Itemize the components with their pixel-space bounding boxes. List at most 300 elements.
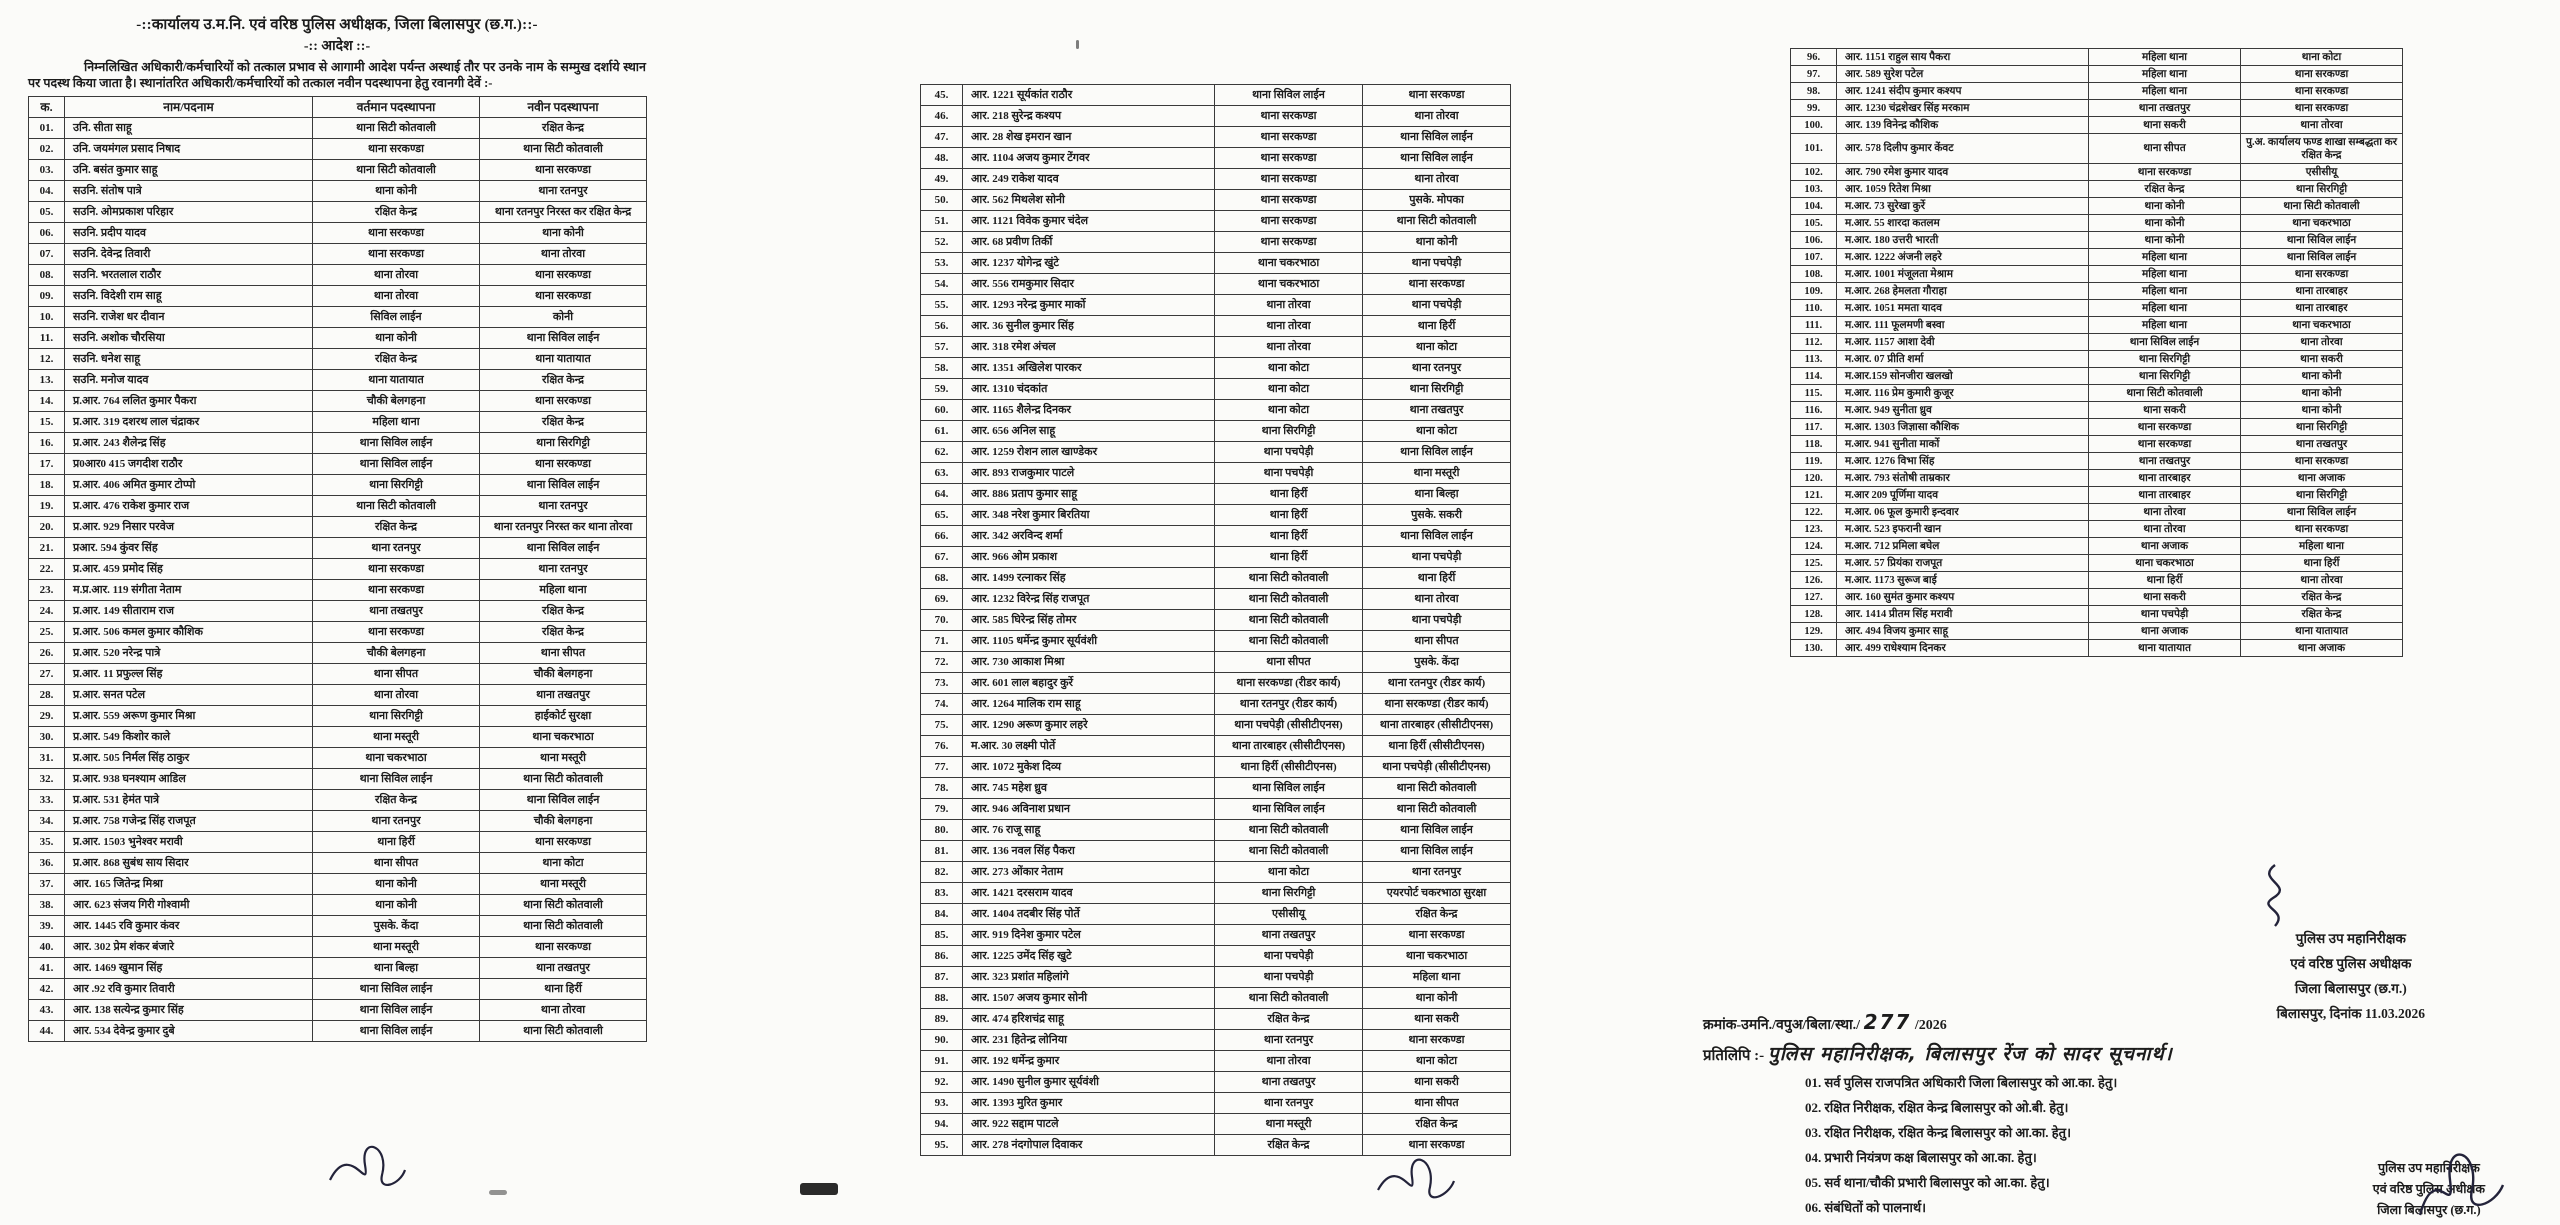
table-cell: प्र.आर. 868 सुबंध साय सिदार bbox=[65, 853, 313, 874]
table-cell: थाना सरकण्डा bbox=[313, 559, 480, 580]
table-cell: थाना रतनपुर bbox=[313, 811, 480, 832]
table-cell: थाना कोटा bbox=[1363, 421, 1511, 442]
table-cell: थाना सिटी कोतवाली bbox=[1363, 799, 1511, 820]
table-cell: प्र.आर. 520 नरेन्द्र पात्रे bbox=[65, 643, 313, 664]
table-row bbox=[29, 181, 647, 202]
table-cell: थाना मस्तूरी bbox=[313, 937, 480, 958]
table-cell: म.आर. 1051 ममता यादव bbox=[1837, 300, 2089, 317]
table-cell: थाना हिर्री bbox=[1215, 505, 1363, 526]
table-row bbox=[921, 295, 1511, 316]
sign-line: पुलिस उप महानिरीक्षक bbox=[2295, 931, 2406, 946]
table-cell: थाना तखतपुर bbox=[1215, 925, 1363, 946]
table-cell: थाना सिटी कोतवाली bbox=[1215, 820, 1363, 841]
table-cell: थाना मस्तूरी bbox=[480, 874, 647, 895]
table-row bbox=[29, 139, 647, 160]
table-cell: 39. bbox=[29, 916, 65, 937]
table-row bbox=[921, 652, 1511, 673]
table-cell: आर. 1490 सुनील कुमार सूर्यवंशी bbox=[963, 1072, 1215, 1093]
table-cell: थाना सरकण्डा (रीडर कार्य) bbox=[1215, 673, 1363, 694]
table-cell: थाना सिविल लाईन bbox=[1215, 85, 1363, 106]
table-cell: 96. bbox=[1791, 49, 1837, 66]
table-row bbox=[921, 631, 1511, 652]
table-cell: 101. bbox=[1791, 134, 1837, 164]
table-cell: थाना कोनी bbox=[313, 181, 480, 202]
table-cell: थाना बिल्हा bbox=[1363, 484, 1511, 505]
page-3 bbox=[1695, 48, 2515, 1225]
table-cell: चौकी बेलगहना bbox=[480, 811, 647, 832]
table-cell: 35. bbox=[29, 832, 65, 853]
table-cell: आर. 1414 प्रीतम सिंह मरावी bbox=[1837, 606, 2089, 623]
table-cell: आर. 1264 मालिक राम साहू bbox=[963, 694, 1215, 715]
table-cell: थाना कोटा bbox=[1215, 358, 1363, 379]
table-cell: थाना सरकण्डा bbox=[2241, 66, 2403, 83]
table-cell: थाना हिर्री bbox=[1363, 316, 1511, 337]
table-cell: थाना कोटा bbox=[1215, 400, 1363, 421]
table-row bbox=[29, 391, 647, 412]
table-cell: आर. 946 अविनाश प्रधान bbox=[963, 799, 1215, 820]
table-cell: थाना सिविल लाईन bbox=[480, 538, 647, 559]
table-cell: थाना सरकण्डा bbox=[2241, 521, 2403, 538]
table-cell: थाना तोरवा bbox=[1215, 1051, 1363, 1072]
table-cell: म.आर. 1001 मंजूलता मेश्राम bbox=[1837, 266, 2089, 283]
table-cell: 47. bbox=[921, 127, 963, 148]
table-cell: थाना सिरगिट्टी bbox=[2089, 368, 2241, 385]
table-row bbox=[29, 349, 647, 370]
table-cell: थाना कोटा bbox=[1215, 862, 1363, 883]
table-cell: म.आर. 1276 विभा सिंह bbox=[1837, 453, 2089, 470]
table-cell: थाना सरकण्डा bbox=[2089, 419, 2241, 436]
table-cell: म.आर. 06 फूल कुमारी इन्दवार bbox=[1837, 504, 2089, 521]
table-cell: आर. 494 विजय कुमार साहू bbox=[1837, 623, 2089, 640]
table-cell: 17. bbox=[29, 454, 65, 475]
table-cell: आर. 1241 संदीप कुमार कश्यप bbox=[1837, 83, 2089, 100]
table-cell: आर. 139 विनेन्द्र कौशिक bbox=[1837, 117, 2089, 134]
table-cell: आर. 28 शेख इमरान खान bbox=[963, 127, 1215, 148]
table-cell: थाना कोनी bbox=[480, 223, 647, 244]
table-cell: म.आर. 712 प्रमिला बघेल bbox=[1837, 538, 2089, 555]
table-cell: 107. bbox=[1791, 249, 1837, 266]
table-cell: थाना तोरवा bbox=[480, 1000, 647, 1021]
table-cell: थाना यातायात bbox=[2241, 623, 2403, 640]
table-cell: थाना तोरवा bbox=[2241, 572, 2403, 589]
table-cell: 44. bbox=[29, 1021, 65, 1042]
table-cell: 104. bbox=[1791, 198, 1837, 215]
table-cell: थाना कोनी bbox=[2089, 215, 2241, 232]
table-cell: 62. bbox=[921, 442, 963, 463]
sign-line: एवं वरिष्ठ पुलिस अधीक्षक bbox=[2290, 956, 2412, 971]
table-cell: थाना सिविल लाईन bbox=[480, 328, 647, 349]
table-cell: म.आर. 07 प्रीति शर्मा bbox=[1837, 351, 2089, 368]
table-row bbox=[1791, 215, 2403, 232]
table-cell: थाना हिर्री bbox=[1215, 484, 1363, 505]
table-cell: थाना तखतपुर bbox=[480, 685, 647, 706]
table-cell: प्र.आर. 406 अमित कुमार टोप्पो bbox=[65, 475, 313, 496]
table-cell: थाना सिविल लाईन bbox=[1215, 778, 1363, 799]
sign-date-line: बिलासपुर, दिनांक 11.03.2026 bbox=[2276, 1006, 2425, 1021]
table-cell: थाना सिटी कोतवाली bbox=[480, 916, 647, 937]
table-cell: आर. 886 प्रताप कुमार साहू bbox=[963, 484, 1215, 505]
table-cell: थाना मस्तूरी bbox=[313, 727, 480, 748]
table-cell: चौकी बेलगहना bbox=[313, 643, 480, 664]
table-cell: म.आर. 1222 अंजनी लहरे bbox=[1837, 249, 2089, 266]
table-row bbox=[29, 160, 647, 181]
table-cell: थाना हिर्री (सीसीटीएनस) bbox=[1363, 736, 1511, 757]
table-cell: 118. bbox=[1791, 436, 1837, 453]
table-cell: प्र.आर. 459 प्रमोद सिंह bbox=[65, 559, 313, 580]
table-cell: आर. 1507 अजय कुमार सोनी bbox=[963, 988, 1215, 1009]
table-cell: 91. bbox=[921, 1051, 963, 1072]
table-cell: 130. bbox=[1791, 640, 1837, 657]
table-row bbox=[921, 400, 1511, 421]
table-cell: थाना तखतपुर bbox=[1215, 1072, 1363, 1093]
table-cell: थाना हिर्री (सीसीटीएनस) bbox=[1215, 757, 1363, 778]
table-cell: 108. bbox=[1791, 266, 1837, 283]
office-title: -::कार्यालय उ.म.नि. एवं वरिष्ठ पुलिस अधीक्षक, जिला बिलासपुर (छ.ग.)::- bbox=[136, 17, 538, 33]
table-row bbox=[1791, 351, 2403, 368]
table-cell: 75. bbox=[921, 715, 963, 736]
table-cell: थाना चकरभाठा bbox=[2241, 215, 2403, 232]
copy-to-line: प्रतिलिपि :- पुलिस महानिरीक्षक, बिलासपुर रेंज को सादर सूचनार्थ। bbox=[1703, 1043, 2173, 1065]
table-cell: 52. bbox=[921, 232, 963, 253]
table-cell: म.आर. 30 लक्ष्मी पोर्ते bbox=[963, 736, 1215, 757]
table-cell: 80. bbox=[921, 820, 963, 841]
table-cell: रक्षित केन्द्र bbox=[1215, 1009, 1363, 1030]
table-row bbox=[1791, 198, 2403, 215]
table-cell: थाना तोरवा bbox=[1215, 337, 1363, 358]
cc-item: 01. सर्व पुलिस राजपत्रित अधिकारी जिला बिलासपुर को आ.का. हेतु। bbox=[1805, 1075, 2118, 1090]
table-row bbox=[29, 685, 647, 706]
table-cell: आर. 1259 रोशन लाल खाण्डेकर bbox=[963, 442, 1215, 463]
table-cell: थाना चकरभाठा bbox=[1363, 946, 1511, 967]
table-row bbox=[921, 253, 1511, 274]
table-cell: प्र.आर. 243 शैलेन्द्र सिंह bbox=[65, 433, 313, 454]
table-cell: थाना तखतपुर bbox=[2089, 453, 2241, 470]
table-cell: आर. 36 सुनील कुमार सिंह bbox=[963, 316, 1215, 337]
table-cell: थाना यातायात bbox=[480, 349, 647, 370]
table-cell: 29. bbox=[29, 706, 65, 727]
table-cell: थाना तारबाहर (सीसीटीएनस) bbox=[1363, 715, 1511, 736]
table-cell: आर. 534 देवेन्द्र कुमार दुबे bbox=[65, 1021, 313, 1042]
table-cell: 27. bbox=[29, 664, 65, 685]
table-row bbox=[29, 580, 647, 601]
table-row bbox=[29, 265, 647, 286]
table-cell: थाना मस्तूरी bbox=[480, 748, 647, 769]
col-new-posting: नवीन पदस्थापना bbox=[480, 97, 647, 118]
table-cell: थाना मस्तूरी bbox=[1363, 463, 1511, 484]
scan-artifact bbox=[800, 1183, 838, 1195]
table-cell: आर. 893 राजकुमार पाटले bbox=[963, 463, 1215, 484]
table-cell: थाना सरकण्डा bbox=[1363, 925, 1511, 946]
table-cell: थाना सिटी कोतवाली bbox=[313, 118, 480, 139]
table-row bbox=[921, 904, 1511, 925]
table-cell: थाना सरकण्डा bbox=[2241, 453, 2403, 470]
table-cell: 25. bbox=[29, 622, 65, 643]
table-cell: थाना सकरी bbox=[1363, 1072, 1511, 1093]
table-cell: 109. bbox=[1791, 283, 1837, 300]
table-cell: म.आर. 116 प्रेम कुमारी कुजूर bbox=[1837, 385, 2089, 402]
table-cell: 04. bbox=[29, 181, 65, 202]
table-cell: रक्षित केन्द्र bbox=[2241, 606, 2403, 623]
table-cell: थाना रतनपुर (रीडर कार्य) bbox=[1215, 694, 1363, 715]
table-cell: सिविल लाईन bbox=[313, 307, 480, 328]
table-cell: सउनि. राजेश धर दीवान bbox=[65, 307, 313, 328]
table-cell: थाना सकरी bbox=[1363, 1009, 1511, 1030]
table-cell: थाना सीपत bbox=[2089, 134, 2241, 164]
table-cell: महिला थाना bbox=[2089, 49, 2241, 66]
table-cell: थाना तोरवा bbox=[480, 244, 647, 265]
table-cell: 30. bbox=[29, 727, 65, 748]
table-row bbox=[921, 463, 1511, 484]
table-cell: 20. bbox=[29, 517, 65, 538]
table-cell: 97. bbox=[1791, 66, 1837, 83]
table-row bbox=[29, 328, 647, 349]
table-cell: म.आर.159 सोनजीरा खलखो bbox=[1837, 368, 2089, 385]
table-row bbox=[1791, 266, 2403, 283]
table-cell: 113. bbox=[1791, 351, 1837, 368]
table-cell: आर. 1104 अजय कुमार टेंगवर bbox=[963, 148, 1215, 169]
table-row bbox=[921, 1051, 1511, 1072]
table-cell: आर. 160 सुमंत कुमार कश्यप bbox=[1837, 589, 2089, 606]
table-cell: 78. bbox=[921, 778, 963, 799]
table-row bbox=[1791, 538, 2403, 555]
transfer-table-2 bbox=[920, 84, 1511, 1156]
table-cell: चौकी बेलगहना bbox=[313, 391, 480, 412]
table-cell: 122. bbox=[1791, 504, 1837, 521]
table-cell: थाना पचपेड़ी bbox=[1363, 610, 1511, 631]
table-cell: 48. bbox=[921, 148, 963, 169]
table-cell: थाना कोनी bbox=[2089, 232, 2241, 249]
table-cell: 120. bbox=[1791, 470, 1837, 487]
table-cell: थाना सरकण्डा bbox=[1215, 232, 1363, 253]
table-row bbox=[921, 967, 1511, 988]
table-cell: थाना सिरगिट्टी bbox=[480, 433, 647, 454]
table-row bbox=[29, 244, 647, 265]
table-row bbox=[921, 988, 1511, 1009]
signature-scribble bbox=[1370, 1145, 1460, 1215]
table-header-row bbox=[29, 97, 647, 118]
table-cell: 43. bbox=[29, 1000, 65, 1021]
table-cell: आर. 1469 खुमान सिंह bbox=[65, 958, 313, 979]
table-cell: थाना सरकण्डा bbox=[1363, 274, 1511, 295]
table-cell: आर. 1165 शैलेन्द्र दिनकर bbox=[963, 400, 1215, 421]
table-cell: 60. bbox=[921, 400, 963, 421]
table-cell: 64. bbox=[921, 484, 963, 505]
table-cell: थाना पचपेड़ी bbox=[1215, 967, 1363, 988]
table-cell: थाना सरकण्डा bbox=[1215, 190, 1363, 211]
sign-line: एवं वरिष्ठ पुलिस अधीक्षक bbox=[2372, 1182, 2485, 1196]
table-cell: 23. bbox=[29, 580, 65, 601]
table-cell: थाना तोरवा bbox=[313, 685, 480, 706]
table-cell: थाना सिविल लाईन bbox=[313, 769, 480, 790]
table-cell: थाना चकरभाठा bbox=[2089, 555, 2241, 572]
table-row bbox=[921, 883, 1511, 904]
table-cell: थाना कोनी bbox=[2241, 402, 2403, 419]
table-cell: थाना कोनी bbox=[313, 895, 480, 916]
table-row bbox=[1791, 385, 2403, 402]
table-row bbox=[29, 790, 647, 811]
table-row bbox=[1791, 249, 2403, 266]
table-cell: 65. bbox=[921, 505, 963, 526]
table-row bbox=[921, 610, 1511, 631]
table-cell: थाना रतनपुर bbox=[480, 496, 647, 517]
table-cell: 121. bbox=[1791, 487, 1837, 504]
table-cell: 33. bbox=[29, 790, 65, 811]
cc-item: 05. सर्व थाना/चौकी प्रभारी बिलासपुर को आ.का. हेतु। bbox=[1805, 1175, 2050, 1190]
table-cell: सउनि. अशोक चौरसिया bbox=[65, 328, 313, 349]
table-cell: थाना सिविल लाईन bbox=[2241, 232, 2403, 249]
table-cell: थाना सरकण्डा bbox=[2241, 83, 2403, 100]
table-cell: 13. bbox=[29, 370, 65, 391]
table-cell: आर. 273 ओंकार नेताम bbox=[963, 862, 1215, 883]
table-cell: थाना सिरगिट्टी bbox=[1215, 421, 1363, 442]
table-cell: 63. bbox=[921, 463, 963, 484]
table-cell: आर. 578 दिलीप कुमार केंवट bbox=[1837, 134, 2089, 164]
table-cell: थाना रतनपुर bbox=[480, 559, 647, 580]
signature-scribble bbox=[320, 1130, 410, 1200]
table-row bbox=[921, 169, 1511, 190]
table-cell: थाना चकरभाठा bbox=[1215, 253, 1363, 274]
table-cell: आर. 589 सुरेश पटेल bbox=[1837, 66, 2089, 83]
table-row bbox=[29, 958, 647, 979]
table-cell: रक्षित केन्द्र bbox=[1363, 904, 1511, 925]
table-cell: थाना सिटी कोतवाली bbox=[480, 769, 647, 790]
table-row bbox=[1791, 606, 2403, 623]
table-cell: 02. bbox=[29, 139, 65, 160]
table-cell: थाना तोरवा bbox=[1363, 589, 1511, 610]
table-row bbox=[29, 832, 647, 853]
page-2 bbox=[920, 84, 1510, 1156]
table-cell: म.आर. 949 सुनीता ध्रुव bbox=[1837, 402, 2089, 419]
table-cell: 125. bbox=[1791, 555, 1837, 572]
table-row bbox=[29, 979, 647, 1000]
table-cell: थाना पचपेड़ी bbox=[1215, 463, 1363, 484]
table-cell: महिला थाना bbox=[2089, 300, 2241, 317]
table-cell: प्र.आर. 758 गजेन्द्र सिंह राजपूत bbox=[65, 811, 313, 832]
table-row bbox=[921, 274, 1511, 295]
table-cell: थाना कोटा bbox=[1363, 1051, 1511, 1072]
table-row bbox=[29, 853, 647, 874]
sign-line: पुलिस उप महानिरीक्षक bbox=[2377, 1161, 2480, 1175]
table-row bbox=[1791, 134, 2403, 164]
table-cell: आर. 499 राधेश्याम दिनकर bbox=[1837, 640, 2089, 657]
table-cell: आर. 556 रामकुमार सिदार bbox=[963, 274, 1215, 295]
table-row bbox=[921, 421, 1511, 442]
table-cell: थाना सिरगिट्टी bbox=[2241, 419, 2403, 436]
table-row bbox=[921, 358, 1511, 379]
table-cell: 19. bbox=[29, 496, 65, 517]
table-cell: 82. bbox=[921, 862, 963, 883]
table-row bbox=[921, 1093, 1511, 1114]
table-cell: थाना यातायात bbox=[313, 370, 480, 391]
table-cell: 71. bbox=[921, 631, 963, 652]
table-cell: प्र.आर. सनत पटेल bbox=[65, 685, 313, 706]
transfer-table-1 bbox=[28, 96, 647, 1042]
table-cell: 105. bbox=[1791, 215, 1837, 232]
table-row bbox=[921, 379, 1511, 400]
table-cell: प्र.आर. 11 प्रफुल्ल सिंह bbox=[65, 664, 313, 685]
table-row bbox=[921, 673, 1511, 694]
table-cell: थाना सिटी कोतवाली bbox=[1363, 211, 1511, 232]
table-row bbox=[1791, 334, 2403, 351]
table-cell: रक्षित केन्द्र bbox=[480, 118, 647, 139]
table-cell: थाना सिविल लाईन bbox=[480, 475, 647, 496]
table-cell: 38. bbox=[29, 895, 65, 916]
cc-item: 04. प्रभारी नियंत्रण कक्ष बिलासपुर को आ.का. हेतु। bbox=[1805, 1150, 2037, 1165]
table-cell: प्र.आर. 319 दशरथ लाल चंद्राकर bbox=[65, 412, 313, 433]
table-cell: 123. bbox=[1791, 521, 1837, 538]
table-cell: थाना तोरवा bbox=[313, 286, 480, 307]
table-cell: 94. bbox=[921, 1114, 963, 1135]
table-row bbox=[29, 937, 647, 958]
table-cell: थाना सिविल लाईन bbox=[313, 1000, 480, 1021]
table-cell: थाना सिटी कोतवाली bbox=[313, 496, 480, 517]
table-row bbox=[921, 778, 1511, 799]
table-cell: थाना हिर्री bbox=[1215, 547, 1363, 568]
table-cell: थाना रतनपुर bbox=[480, 181, 647, 202]
table-row bbox=[29, 895, 647, 916]
table-cell: 07. bbox=[29, 244, 65, 265]
table-row bbox=[29, 454, 647, 475]
table-cell: थाना सिरगिट्टी bbox=[313, 706, 480, 727]
table-cell: उनि. बसंत कुमार साहू bbox=[65, 160, 313, 181]
table-cell: थाना कोनी bbox=[2241, 385, 2403, 402]
table-row bbox=[921, 1030, 1511, 1051]
table-cell: आर. 1445 रवि कुमार कंवर bbox=[65, 916, 313, 937]
table-row bbox=[29, 769, 647, 790]
table-cell: आर. 966 ओम प्रकाश bbox=[963, 547, 1215, 568]
table-row bbox=[921, 1009, 1511, 1030]
table-cell: थाना सिरगिट्टी bbox=[2089, 351, 2241, 368]
table-cell: 116. bbox=[1791, 402, 1837, 419]
table-cell: महिला थाना bbox=[2089, 283, 2241, 300]
table-cell: 115. bbox=[1791, 385, 1837, 402]
table-cell: थाना सिविल लाईन bbox=[1363, 526, 1511, 547]
table-cell: 73. bbox=[921, 673, 963, 694]
table-cell: 41. bbox=[29, 958, 65, 979]
table-cell: थाना सरकण्डा bbox=[1215, 169, 1363, 190]
table-cell: 06. bbox=[29, 223, 65, 244]
table-cell: थाना सिटी कोतवाली bbox=[2089, 385, 2241, 402]
table-cell: 79. bbox=[921, 799, 963, 820]
table-row bbox=[921, 505, 1511, 526]
table-cell: रक्षित केन्द्र bbox=[313, 349, 480, 370]
table-cell: थाना सरकण्डा (रीडर कार्य) bbox=[1363, 694, 1511, 715]
table-cell: थाना अजाक bbox=[2089, 538, 2241, 555]
table-cell: थाना तखतपुर bbox=[480, 958, 647, 979]
table-row bbox=[1791, 317, 2403, 334]
sign-line: जिला बिलासपुर (छ.ग.) bbox=[2377, 1203, 2481, 1217]
table-cell: 106. bbox=[1791, 232, 1837, 249]
table-cell: पुसके. केंदा bbox=[313, 916, 480, 937]
sign-line: जिला बिलासपुर (छ.ग.) bbox=[2294, 981, 2407, 996]
table-cell: थाना यातायात bbox=[2089, 640, 2241, 657]
table-cell: आर. 1404 तदबीर सिंह पोर्ते bbox=[963, 904, 1215, 925]
table-row bbox=[29, 559, 647, 580]
table-cell: 21. bbox=[29, 538, 65, 559]
table-cell: 102. bbox=[1791, 164, 1837, 181]
table-cell: थाना तारबाहर bbox=[2089, 487, 2241, 504]
intro-paragraph: निम्नलिखित अधिकारी/कर्मचारियों को तत्काल प्रभाव से आगामी आदेश पर्यन्त अस्थाई तौर पर उनके नाम के सम्मुख दर्शाये स्थान पर पदस्थ किया जाता है। स्थानांतरित अधिकारी/कर्मचारियों को तत्काल नवीन पदस्थापना हेतु रवानगी देवें :- bbox=[28, 60, 646, 90]
table-cell: आर. 656 अनिल साहू bbox=[963, 421, 1215, 442]
table-cell: प्र.आर. 476 राकेश कुमार राज bbox=[65, 496, 313, 517]
table-cell: 12. bbox=[29, 349, 65, 370]
table-cell: थाना पचपेड़ी bbox=[1215, 946, 1363, 967]
table-cell: प्र0आर0 415 जगदीश राठौर bbox=[65, 454, 313, 475]
table-cell: थाना तोरवा bbox=[1215, 295, 1363, 316]
table-row bbox=[29, 622, 647, 643]
table-cell: आर. 136 नवल सिंह पैकरा bbox=[963, 841, 1215, 862]
table-cell: सउनि. मनोज यादव bbox=[65, 370, 313, 391]
